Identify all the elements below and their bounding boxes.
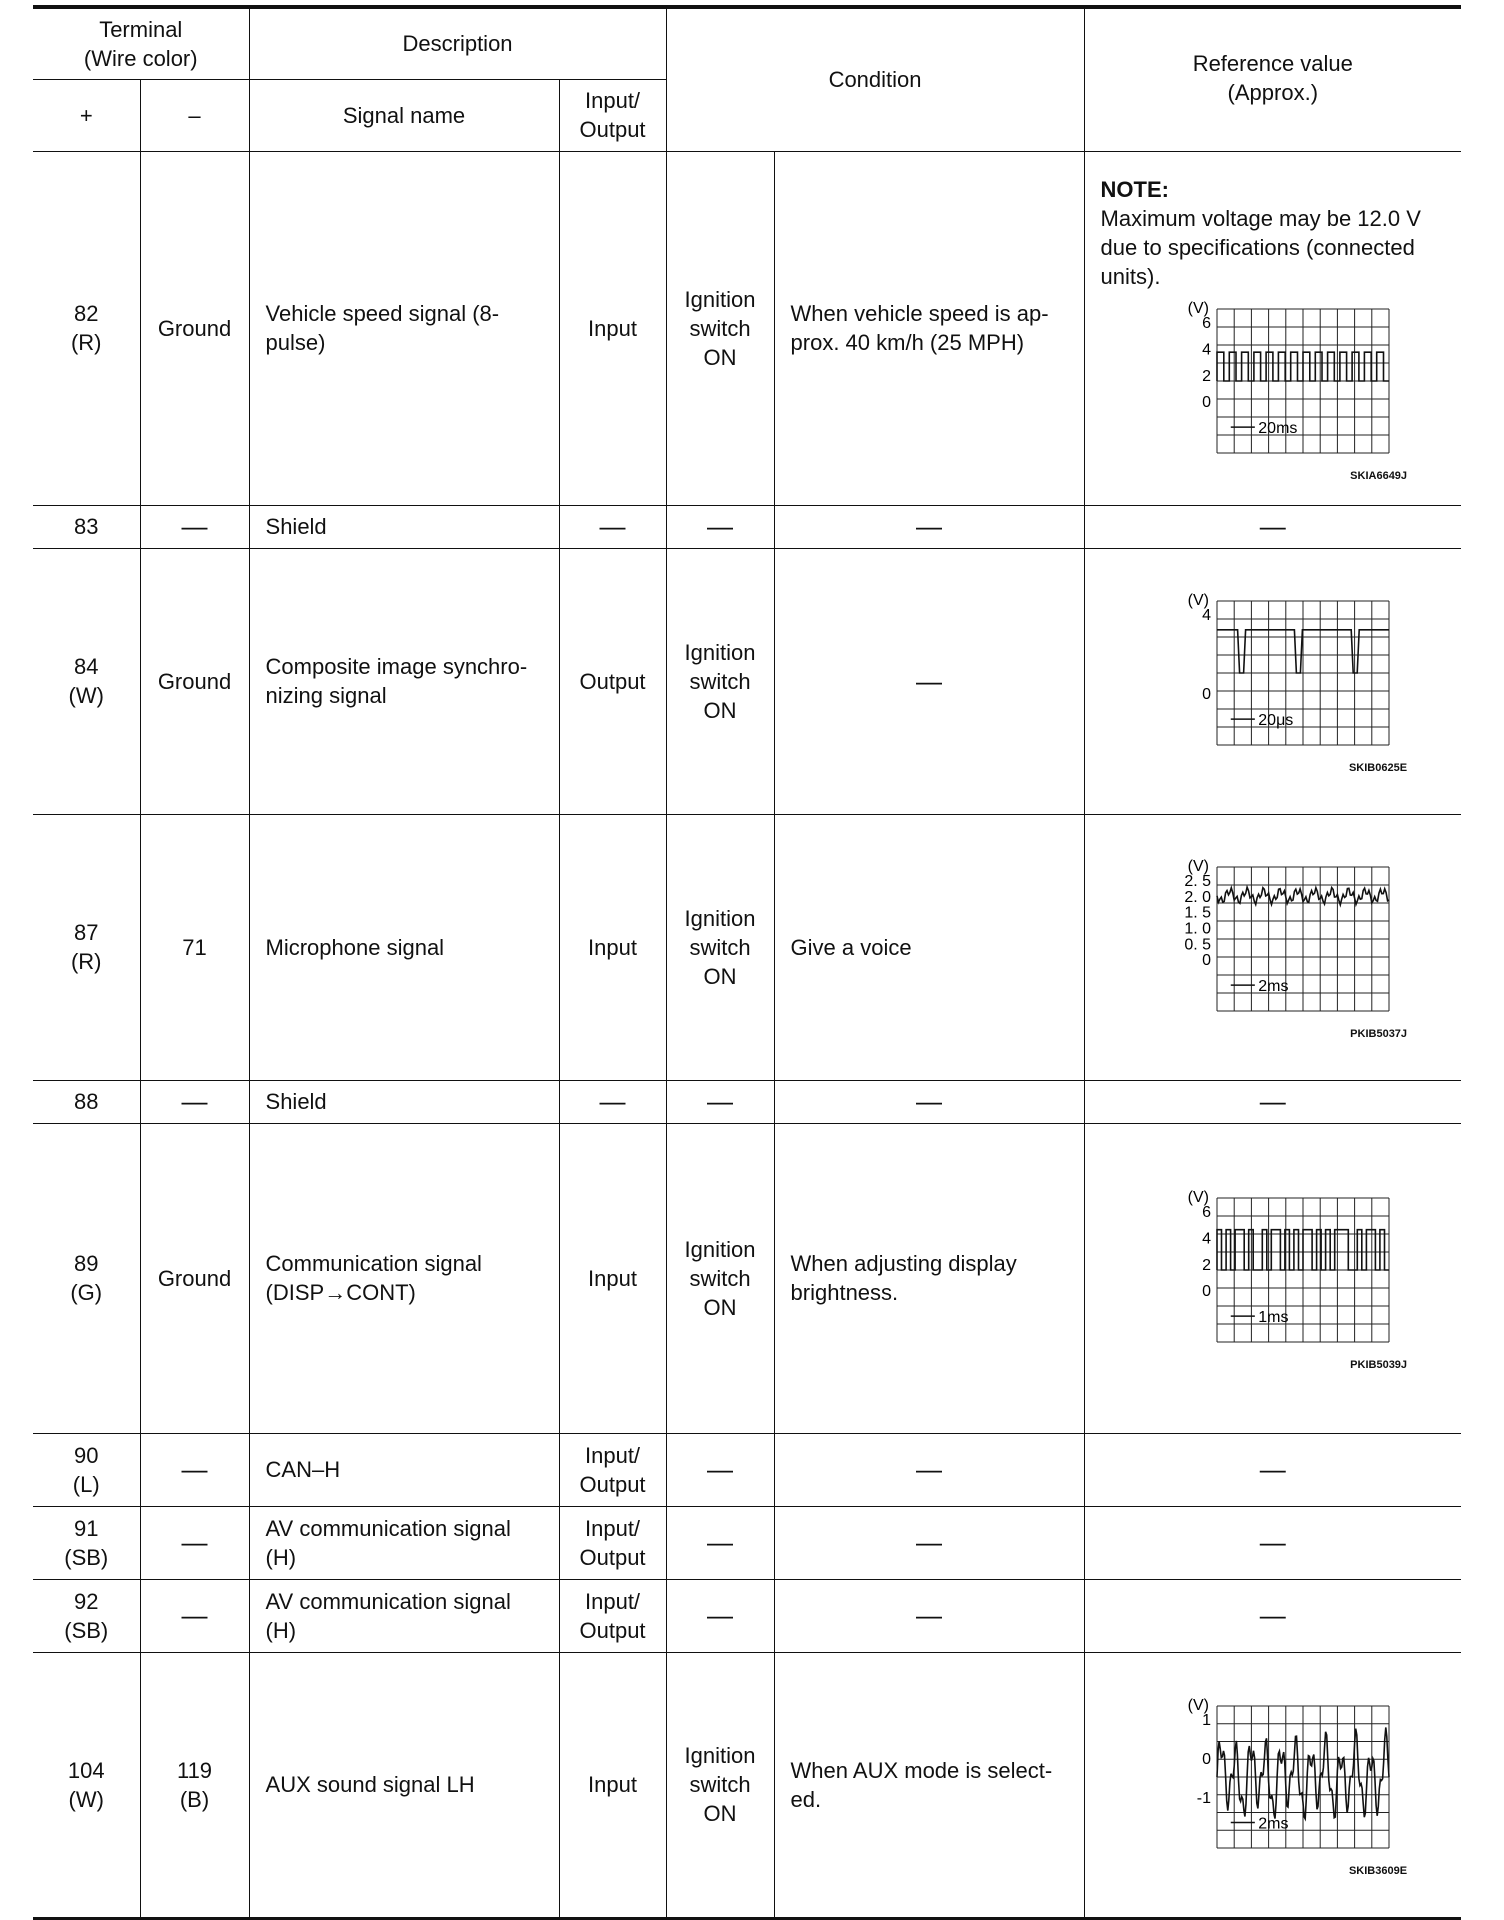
terminal-minus-cell: 119 (B): [140, 1652, 249, 1918]
condition-switch-cell: Ignition switch ON: [666, 1652, 774, 1918]
scope-tick-label: 4: [1201, 341, 1211, 359]
reference-value-cell: —: [1084, 1579, 1461, 1652]
scope-tick-label: 4: [1201, 1230, 1211, 1248]
condition-detail-cell: —: [774, 505, 1084, 548]
scope-grid: [1217, 1706, 1389, 1848]
scope-tick-label: 2. 5: [1184, 873, 1211, 890]
scope-time-label: 1ms: [1258, 1309, 1289, 1327]
header-reference-value: Reference value (Approx.): [1084, 7, 1461, 151]
figure-code: SKIB0625E: [1348, 762, 1408, 774]
table-row: [33, 548, 1461, 814]
scope-tick-label: 2: [1201, 1256, 1211, 1274]
header-condition: Condition: [666, 7, 1084, 151]
header-signal-name: Signal name: [249, 79, 559, 151]
note-text: Maximum voltage may be 12.0 V due to specifications (connected units).: [1100, 206, 1421, 289]
condition-switch-cell: —: [666, 1579, 774, 1652]
oscilloscope-waveform: [1159, 855, 1399, 1027]
input-output-cell: —: [559, 505, 666, 548]
input-output-cell: Input/ Output: [559, 1506, 666, 1579]
input-output-cell: Input: [559, 1123, 666, 1433]
scope-tick-label: 0: [1201, 686, 1211, 704]
scope-tick-label: 2. 0: [1184, 888, 1211, 906]
reference-value-cell: [1084, 814, 1461, 1080]
condition-detail-cell: —: [774, 548, 1084, 814]
table-row: [33, 151, 1461, 505]
scope-tick-label: 0: [1201, 394, 1211, 412]
figure-code: SKIA6649J: [1350, 470, 1408, 482]
input-output-cell: Input: [559, 814, 666, 1080]
terminal-plus-cell: 91 (SB): [33, 1506, 140, 1579]
terminal-minus-cell: —: [140, 1080, 249, 1123]
header-terminal: Terminal (Wire color): [33, 7, 249, 79]
condition-switch-cell: Ignition switch ON: [666, 1123, 774, 1433]
condition-detail-cell: Give a voice: [774, 814, 1084, 1080]
reference-value-cell: [1084, 548, 1461, 814]
oscilloscope-waveform: [1159, 1694, 1399, 1864]
scope-tick-label: 1. 5: [1184, 904, 1211, 922]
condition-switch-cell: —: [666, 1506, 774, 1579]
terminal-plus-cell: 89 (G): [33, 1123, 140, 1433]
oscilloscope-waveform: [1159, 589, 1399, 761]
condition-detail-cell: When AUX mode is select- ed.: [774, 1652, 1084, 1918]
header-minus: –: [140, 79, 249, 151]
signal-name-cell: Microphone signal: [249, 814, 559, 1080]
reference-value-cell: [1084, 151, 1461, 505]
condition-switch-cell: Ignition switch ON: [666, 548, 774, 814]
figure-code: SKIB3609E: [1348, 1864, 1408, 1877]
terminal-minus-cell: —: [140, 1579, 249, 1652]
scope-tick-label: 1: [1201, 1711, 1211, 1729]
reference-value-cell: [1084, 1123, 1461, 1433]
reference-value-cell: —: [1084, 1433, 1461, 1506]
scope-tick-label: 0: [1201, 1750, 1211, 1768]
figure-code: PKIB5039J: [1350, 1359, 1408, 1371]
table-row: [33, 814, 1461, 1080]
scope-unit-label: (V): [1187, 1189, 1209, 1206]
condition-detail-cell: —: [774, 1579, 1084, 1652]
signal-name-cell: Shield: [249, 1080, 559, 1123]
scope-time-label: 2ms: [1258, 978, 1289, 996]
reference-value-cell: [1084, 1652, 1461, 1918]
terminal-minus-cell: —: [140, 1433, 249, 1506]
terminal-plus-cell: 90 (L): [33, 1433, 140, 1506]
table-row: [33, 1123, 1461, 1433]
header-description: Description: [249, 7, 666, 79]
condition-detail-cell: —: [774, 1506, 1084, 1579]
scope-tick-label: 0. 5: [1184, 936, 1211, 954]
table-row: [33, 1579, 1461, 1652]
signal-name-cell: CAN–H: [249, 1433, 559, 1506]
input-output-cell: Input/ Output: [559, 1433, 666, 1506]
signal-name-cell: AV communication signal (H): [249, 1506, 559, 1579]
oscilloscope-waveform: [1159, 1186, 1399, 1358]
terminal-reference-table-page: [33, 5, 1461, 1920]
condition-switch-cell: —: [666, 1433, 774, 1506]
scope-unit-label: (V): [1187, 858, 1209, 875]
header-input-output: Input/ Output: [559, 79, 666, 151]
scope-tick-label: 2: [1201, 367, 1211, 385]
condition-detail-cell: When adjusting display brightness.: [774, 1123, 1084, 1433]
condition-switch-cell: Ignition switch ON: [666, 814, 774, 1080]
reference-note: [1101, 175, 1458, 291]
scope-grid: [1217, 867, 1389, 1011]
scope-tick-label: 6: [1201, 315, 1211, 332]
terminal-plus-cell: 104 (W): [33, 1652, 140, 1918]
scope-time-label: 20μs: [1258, 712, 1294, 730]
condition-detail-cell: —: [774, 1433, 1084, 1506]
terminal-minus-cell: Ground: [140, 151, 249, 505]
scope-trace: [1217, 352, 1389, 381]
terminal-plus-cell: 82 (R): [33, 151, 140, 505]
scope-time-label: 2ms: [1258, 1814, 1289, 1832]
oscilloscope-waveform: [1159, 297, 1399, 469]
reference-value-cell: —: [1084, 505, 1461, 548]
signal-name-cell: Shield: [249, 505, 559, 548]
input-output-cell: —: [559, 1080, 666, 1123]
scope-unit-label: (V): [1187, 1696, 1209, 1714]
scope-tick-label: 4: [1201, 607, 1211, 624]
signal-name-cell: Vehicle speed signal (8- pulse): [249, 151, 559, 505]
scope-tick-label: 0: [1201, 952, 1211, 970]
reference-value-cell: —: [1084, 1506, 1461, 1579]
scope-unit-label: (V): [1187, 592, 1209, 609]
signal-name-cell: AV communication signal (H): [249, 1579, 559, 1652]
note-title: NOTE:: [1100, 177, 1169, 202]
terminal-minus-cell: Ground: [140, 548, 249, 814]
input-output-cell: Output: [559, 548, 666, 814]
header-plus: +: [33, 79, 140, 151]
signal-name-cell: Composite image synchro- nizing signal: [249, 548, 559, 814]
terminal-plus-cell: 87 (R): [33, 814, 140, 1080]
terminal-reference-table: [33, 5, 1461, 1920]
table-row: [33, 1506, 1461, 1579]
terminal-plus-cell: 88: [33, 1080, 140, 1123]
signal-name-cell: Communication signal (DISP→CONT): [249, 1123, 559, 1433]
terminal-minus-cell: 71: [140, 814, 249, 1080]
condition-switch-cell: —: [666, 505, 774, 548]
terminal-minus-cell: —: [140, 505, 249, 548]
scope-tick-label: 6: [1201, 1204, 1211, 1221]
scope-trace: [1217, 1230, 1389, 1270]
scope-time-label: 20ms: [1258, 420, 1298, 438]
terminal-plus-cell: 84 (W): [33, 548, 140, 814]
figure-code: PKIB5037J: [1350, 1028, 1408, 1040]
condition-switch-cell: Ignition switch ON: [666, 151, 774, 505]
terminal-minus-cell: —: [140, 1506, 249, 1579]
terminal-plus-cell: 92 (SB): [33, 1579, 140, 1652]
input-output-cell: Input: [559, 151, 666, 505]
signal-name-cell: AUX sound signal LH: [249, 1652, 559, 1918]
scope-unit-label: (V): [1187, 300, 1209, 317]
table-row: [33, 505, 1461, 548]
input-output-cell: Input: [559, 1652, 666, 1918]
input-output-cell: Input/ Output: [559, 1579, 666, 1652]
table-row: [33, 1080, 1461, 1123]
terminal-plus-cell: 83: [33, 505, 140, 548]
reference-value-cell: —: [1084, 1080, 1461, 1123]
terminal-minus-cell: Ground: [140, 1123, 249, 1433]
scope-tick-label: 0: [1201, 1283, 1211, 1301]
condition-detail-cell: —: [774, 1080, 1084, 1123]
condition-detail-cell: When vehicle speed is ap- prox. 40 km/h (25 MPH): [774, 151, 1084, 505]
table-row: [33, 1652, 1461, 1918]
condition-switch-cell: —: [666, 1080, 774, 1123]
scope-tick-label: -1: [1196, 1789, 1211, 1807]
table-row: [33, 1433, 1461, 1506]
scope-tick-label: 1. 0: [1184, 920, 1211, 938]
